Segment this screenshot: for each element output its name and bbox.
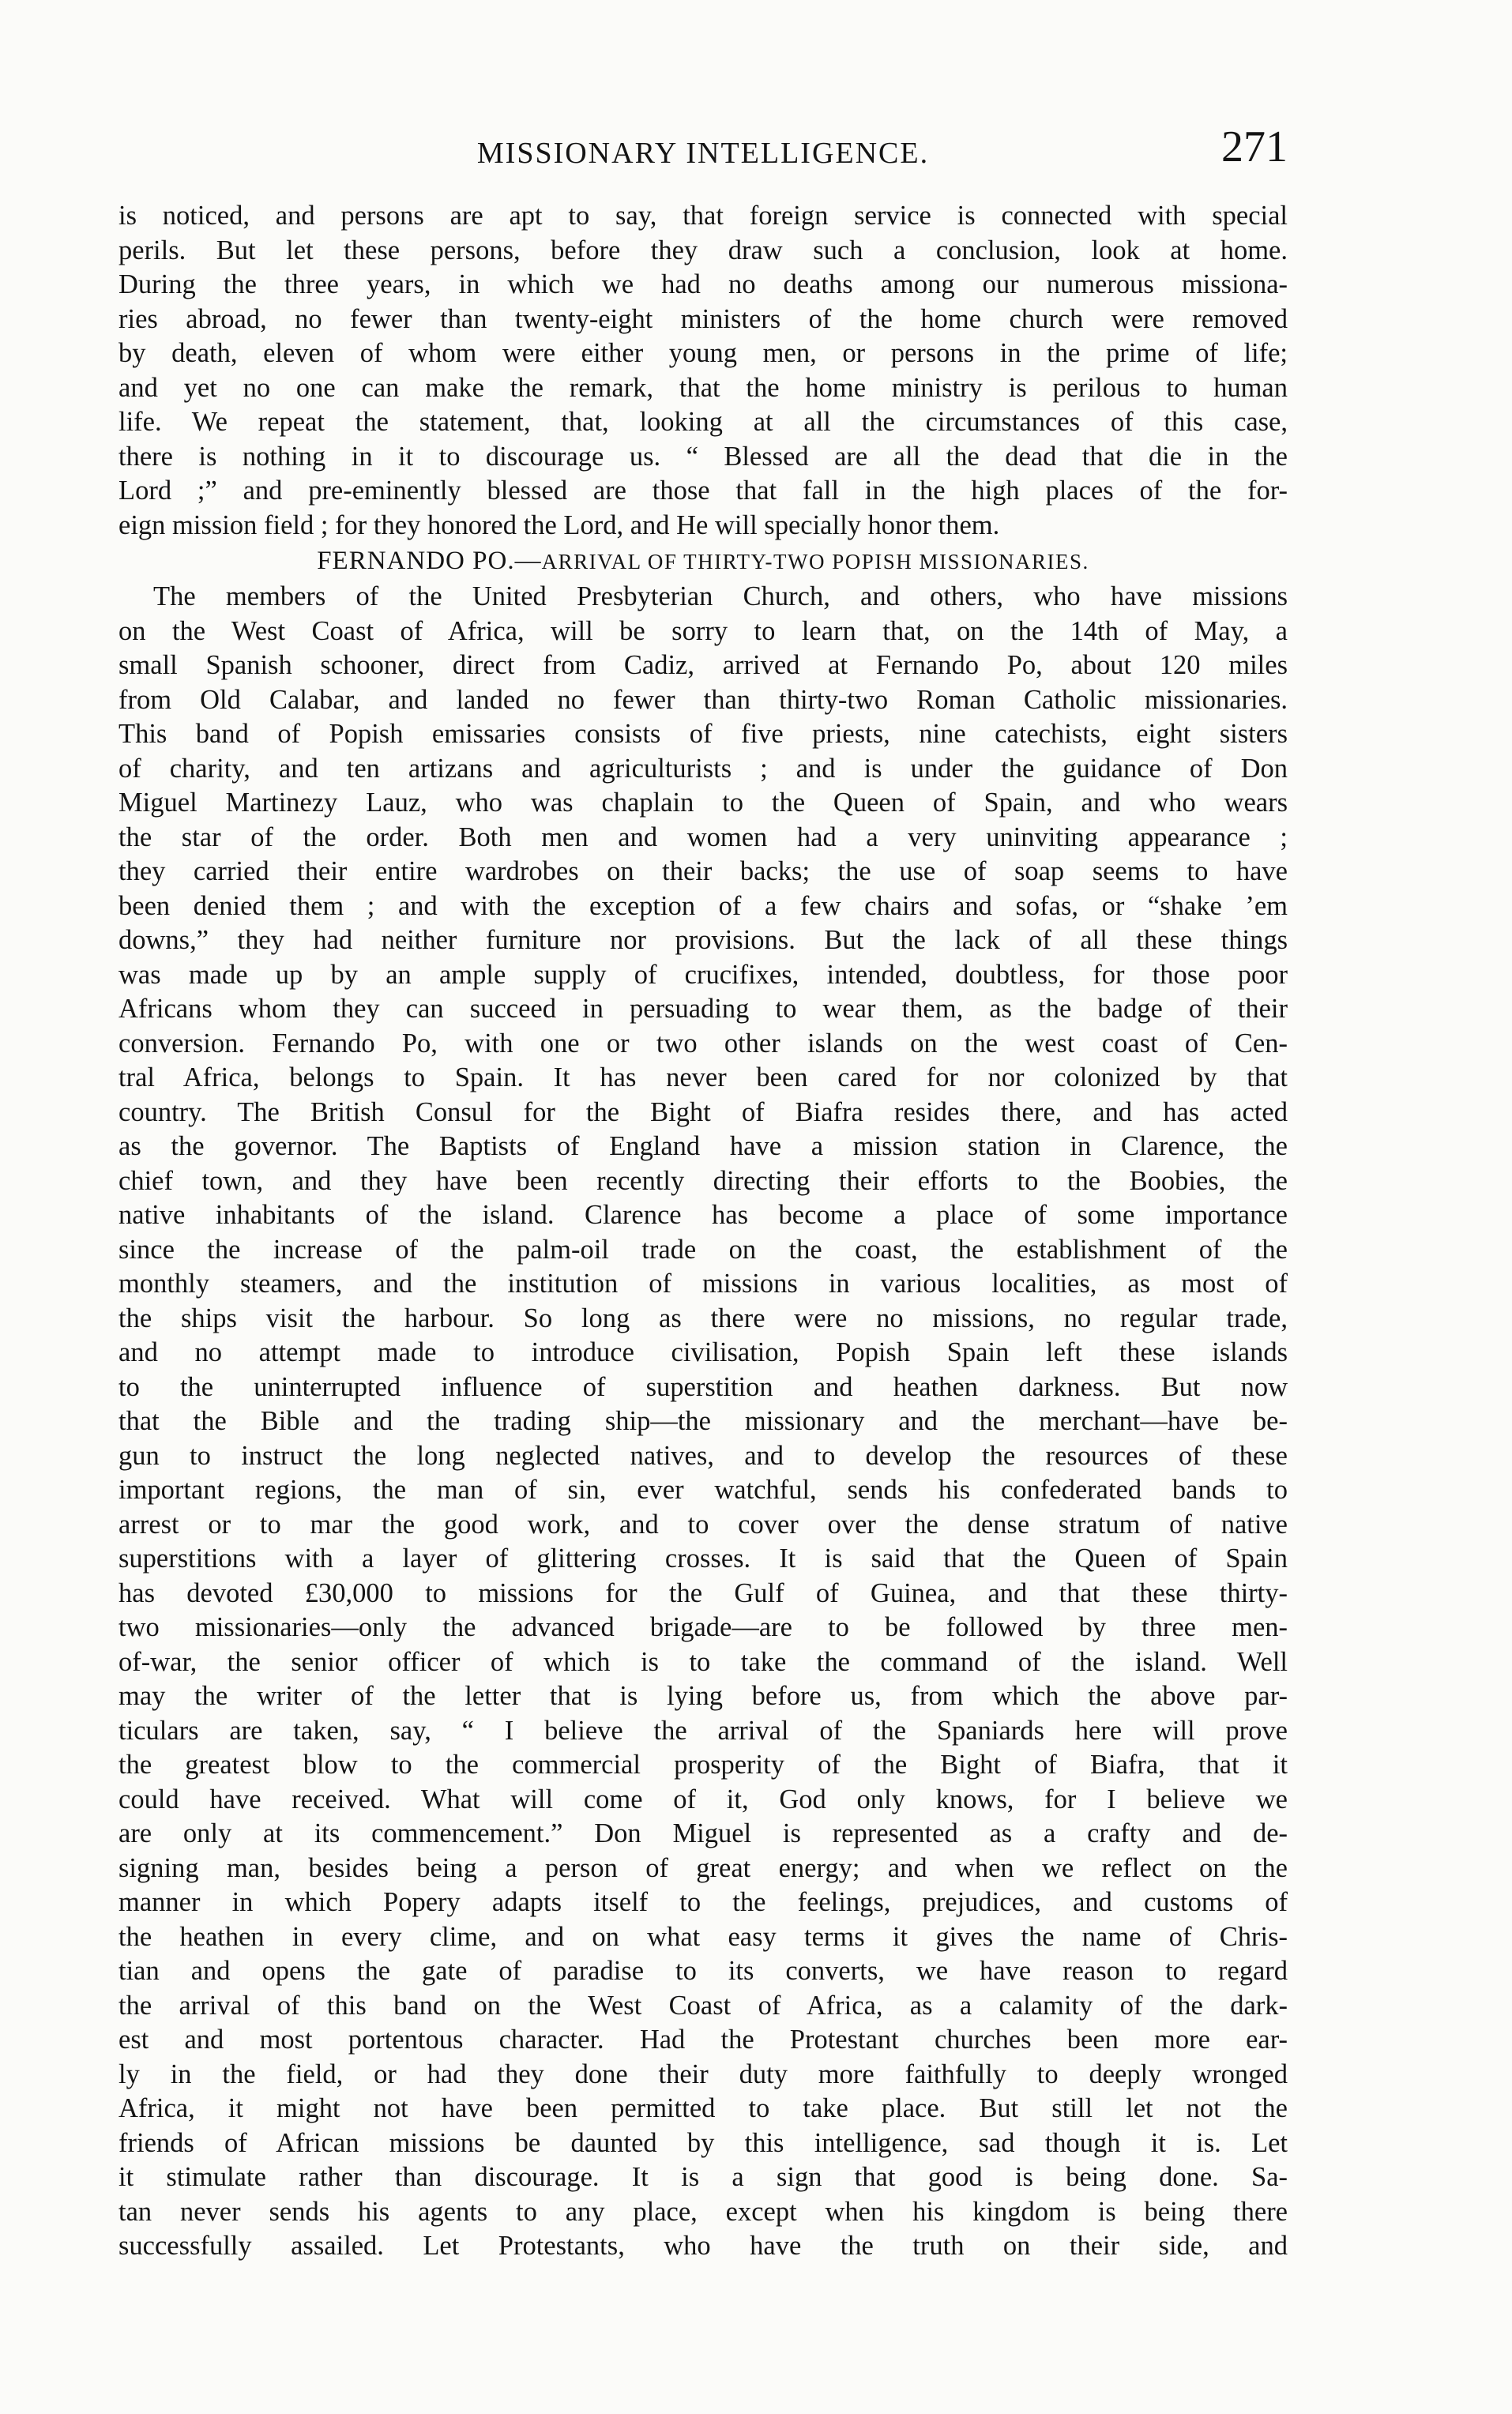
text-line: country. The British Consul for the Bight of Biafra resides there, and has acted: [118, 1096, 1288, 1127]
body-text: [118, 199, 1288, 2264]
page-number: 271: [1221, 122, 1288, 171]
text-line: Africans whom they can succeed in persuading to wear them, as the badge of their: [118, 994, 1288, 1024]
text-line: important regions, the man of sin, ever watchful, sends his confederated bands to: [118, 1475, 1288, 1505]
running-title: MISSIONARY INTELLIGENCE.: [476, 137, 930, 170]
text-line: that the Bible and the trading ship—the missionary and the merchant—have be-: [118, 1406, 1288, 1436]
text-line: native inhabitants of the island. Clarence has become a place of some importance: [118, 1200, 1288, 1230]
text-line: downs,” they had neither furniture nor provisions. But the lack of all these things: [118, 925, 1288, 955]
text-line: the ships visit the harbour. So long as there were no missions, no regular trade,: [118, 1303, 1288, 1333]
text-line: ticulars are taken, say, “ I believe the arrival of the Spaniards here will prove: [118, 1715, 1288, 1746]
text-line: been denied them ; and with the exception of a few chairs and sofas, or “shake ’em: [118, 890, 1288, 921]
text-line: ries abroad, no fewer than twenty-eight ministers of the home church were removed: [118, 303, 1288, 334]
text-line: tral Africa, belongs to Spain. It has never been cared for nor colonized by that: [118, 1062, 1288, 1092]
text-line: may the writer of the letter that is lying before us, from which the above par-: [118, 1681, 1288, 1711]
text-line: by death, eleven of whom were either young men, or persons in the prime of life;: [118, 338, 1288, 368]
text-line: tian and opens the gate of paradise to its converts, we have reason to regard: [118, 1956, 1288, 1986]
text-line: they carried their entire wardrobes on their backs; the use of soap seems to have: [118, 856, 1288, 886]
page-header: [118, 118, 1288, 182]
text-line: of-war, the senior officer of which is to take the command of the island. Well: [118, 1646, 1288, 1677]
text-line: conversion. Fernando Po, with one or two other islands on the west coast of Cen-: [118, 1028, 1288, 1058]
text-line: chief town, and they have been recently directing their efforts to the Boobies, the: [118, 1165, 1288, 1196]
text-line: ly in the field, or had they done their duty more faithfully to deeply wronged: [118, 2059, 1288, 2089]
paragraph: [118, 199, 1288, 543]
text-line: are only at its commencement.” Don Miguel is represented as a crafty and de-: [118, 1818, 1288, 1848]
text-line: it stimulate rather than discourage. It is a sign that good is being done. Sa-: [118, 2162, 1288, 2192]
text-line: as the governor. The Baptists of England have a mission station in Clarence, the: [118, 1131, 1288, 1161]
text-line: tan never sends his agents to any place, except when his kingdom is being there: [118, 2196, 1288, 2227]
text-line: and yet no one can make the remark, that the home ministry is perilous to human: [118, 372, 1288, 403]
text-line: the heathen in every clime, and on what easy terms it gives the name of Chris-: [118, 1921, 1288, 1952]
text-line: life. We repeat the statement, that, looking at all the circumstances of this case,: [118, 407, 1288, 437]
text-line: Africa, it might not have been permitted to take place. But still let not the: [118, 2093, 1288, 2123]
text-line: two missionaries—only the advanced brigade—are to be followed by three men-: [118, 1612, 1288, 1642]
text-line: on the West Coast of Africa, will be sorry to learn that, on the 14th of May, a: [118, 615, 1288, 646]
text-line: est and most portentous character. Had the Protestant churches been more ear-: [118, 2025, 1288, 2055]
text-line: is noticed, and persons are apt to say, that foreign service is connected with special: [118, 201, 1288, 231]
text-line: Miguel Martinezy Lauz, who was chaplain to the Queen of Spain, and who wears: [118, 788, 1288, 818]
text-line: The members of the United Presbyterian Church, and others, who have missions: [153, 581, 1288, 611]
text-line: to the uninterrupted influence of superstition and heathen darkness. But now: [118, 1371, 1288, 1402]
text-line: the arrival of this band on the West Coast of Africa, as a calamity of the dark-: [118, 1990, 1288, 2021]
text-line: there is nothing in it to discourage us. “ Blessed are all the dead that die in the: [118, 441, 1288, 472]
text-line: monthly steamers, and the institution of missions in various localities, as most of: [118, 1269, 1288, 1299]
text-line: gun to instruct the long neglected natives, and to develop the resources of these: [118, 1440, 1288, 1471]
paragraph: [118, 580, 1288, 2264]
section-heading: [118, 543, 1288, 580]
text-line: signing man, besides being a person of great energy; and when we reflect on the: [118, 1852, 1288, 1883]
text-line: Lord ;” and pre-eminently blessed are those that fall in the high places of the for-: [118, 476, 1288, 506]
text-line: and no attempt made to introduce civilisation, Popish Spain left these islands: [118, 1337, 1288, 1367]
text-line: the greatest blow to the commercial prosperity of the Bight of Biafra, that it: [118, 1750, 1288, 1780]
text-line: has devoted £30,000 to missions for the Gulf of Guinea, and that these thirty-: [118, 1577, 1288, 1608]
text-line: the star of the order. Both men and women had a very uninviting appearance ;: [118, 822, 1288, 852]
text-line: perils. But let these persons, before they draw such a conclusion, look at home.: [118, 235, 1288, 265]
text-line: small Spanish schooner, direct from Cadiz, arrived at Fernando Po, about 120 miles: [118, 650, 1288, 680]
text-line: successfully assailed. Let Protestants, who have the truth on their side, and: [118, 2231, 1288, 2261]
text-line: superstitions with a layer of glittering crosses. It is said that the Queen of Spain: [118, 1544, 1288, 1574]
text-line: eign mission field ; for they honored the Lord, and He will specially honor them.: [118, 509, 1000, 540]
text-line: of charity, and ten artizans and agriculturists ; and is under the guidance of Don: [118, 753, 1288, 784]
text-line: since the increase of the palm-oil trade on the coast, the establishment of the: [118, 1234, 1288, 1265]
text-line: arrest or to mar the good work, and to cover over the dense stratum of native: [118, 1509, 1288, 1540]
section-title: FERNANDO PO.—: [317, 547, 542, 575]
text-line: manner in which Popery adapts itself to the feelings, prejudices, and customs of: [118, 1887, 1288, 1917]
text-line: was made up by an ample supply of crucifixes, intended, doubtless, for those poor: [118, 959, 1288, 990]
text-line: friends of African missions be daunted by this intelligence, sad though it is. Let: [118, 2127, 1288, 2158]
text-line: This band of Popish emissaries consists of five priests, nine catechists, eight sisters: [118, 719, 1288, 749]
section-subtitle: ARRIVAL OF THIRTY-TWO POPISH MISSIONARIES.: [541, 550, 1089, 573]
text-line: During the three years, in which we had no deaths among our numerous missiona-: [118, 269, 1288, 299]
text-line: from Old Calabar, and landed no fewer than thirty-two Roman Catholic missionaries.: [118, 684, 1288, 715]
text-line: could have received. What will come of it, God only knows, for I believe we: [118, 1784, 1288, 1814]
